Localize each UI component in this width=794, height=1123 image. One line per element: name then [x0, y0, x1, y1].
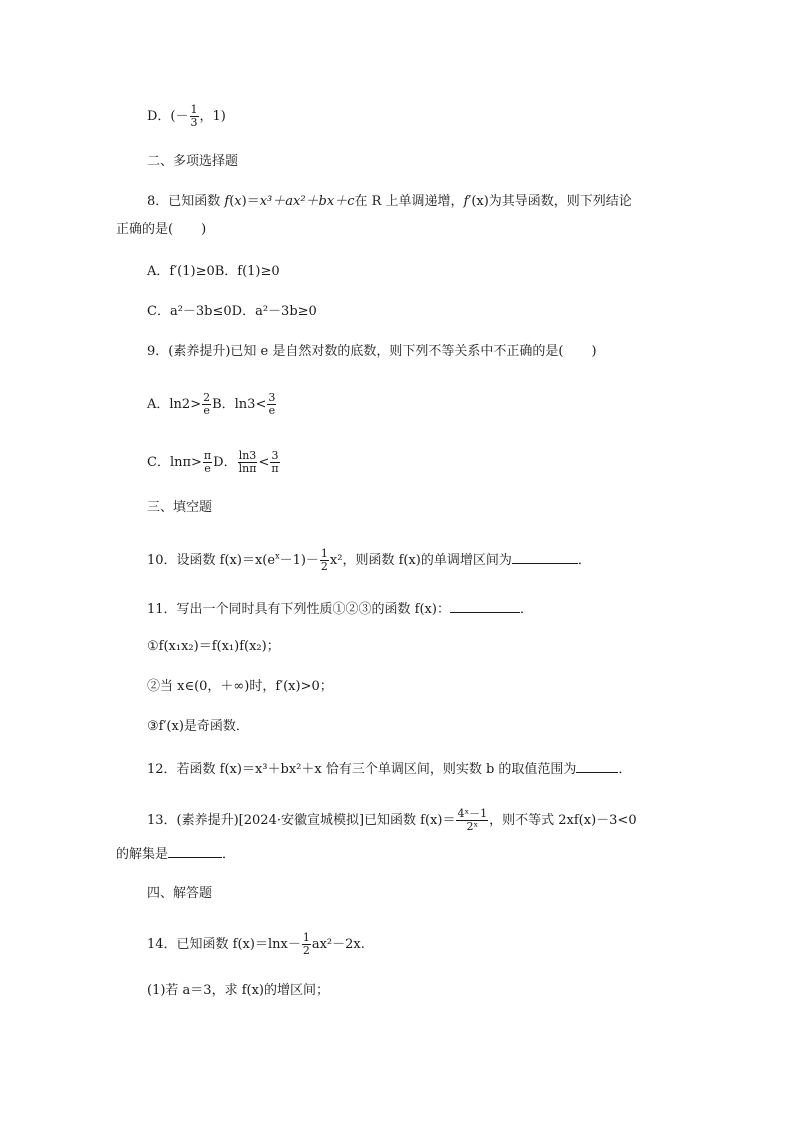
question-8-line-2: 正确的是( ) [116, 222, 207, 237]
answer-blank[interactable] [450, 598, 520, 613]
question-10: 10．设函数 $f(x)=x(e^x-1)-$ $\frac{1}{2}$ x²，则函数 f(x)的单调增区间为 ． [147, 547, 591, 573]
fraction-4x-minus-1-over-2x: $\frac{\text{4ˣ－1}}{\text{2ˣ}}$ [457, 807, 488, 833]
fraction-2-over-e: $\frac{2}{e}$ [203, 391, 211, 417]
fraction-3-over-e: $\frac{3}{e}$ [268, 391, 276, 417]
section-heading-fill-in: 三、填空题 [147, 500, 213, 515]
question-14: 14．已知函数 f(x)＝lnx－ $\frac{1}{2}$ ax²－2x. [147, 931, 365, 957]
question-13-line-2: 的解集是 ． [116, 843, 235, 865]
answer-blank[interactable] [512, 549, 578, 564]
question-11: 11．写出一个同时具有下列性质①②③的函数 f(x)： ． [147, 598, 533, 620]
question-9-options-cd: C．lnπ> $\frac{\pi}{e}$ D． $\frac{\ln 3}{\ln\pi}$ < $\frac{3}{\pi}$ [147, 449, 279, 475]
question-12: 12．若函数 f(x)＝x³＋bx²＋x 恰有三个单调区间，则实数 b 的取值范围为 ． [147, 758, 631, 780]
question-14-part-1: (1)若 a＝3，求 f(x)的增区间； [147, 983, 329, 998]
fraction-one-half: $\frac{1}{2}$ [302, 931, 310, 957]
answer-blank[interactable] [168, 843, 222, 858]
fraction-pi-over-e: $\frac{\pi}{e}$ [203, 449, 212, 475]
fraction-ln3-over-lnpi: $\frac{\ln 3}{\ln\pi}$ [238, 449, 257, 475]
question-8-options-cd: C．a²－3b≤0D．a²－3b≥0 [147, 304, 317, 319]
fraction-one-third: $\frac{1}{3}$ [190, 103, 198, 129]
section-heading-solutions: 四、解答题 [147, 886, 213, 901]
fraction-one-half: $\frac{1}{2}$ [320, 547, 328, 573]
question-11-property-2: ②当 x∈(0，＋∞)时，f′(x)>0； [147, 679, 333, 694]
option-7d-label: D．(－ [147, 109, 189, 124]
question-13: 13．(素养提升)[2024·安徽宣城模拟]已知函数 f(x)＝ $\frac{\text{4ˣ－1}}{\text{2ˣ}}$ ，则不等式 2xf(x)－3<0 [147, 807, 637, 833]
answer-blank[interactable] [576, 758, 618, 773]
question-11-property-3: ③f′(x)是奇函数． [147, 719, 249, 734]
question-9-options-ab: A．ln2> $\frac{2}{e}$ B．ln3< $\frac{3}{e}$ [147, 391, 276, 417]
section-heading-multiple-choice: 二、多项选择题 [147, 154, 239, 169]
question-11-property-1: ①f(x₁x₂)＝f(x₁)f(x₂)； [147, 639, 280, 654]
fraction-3-over-pi: $\frac{3}{\pi}$ [271, 449, 279, 475]
option-7d: D．(－ $\frac{1}{3}$ ，1) [147, 103, 226, 129]
question-8-options-ab: A．f′(1)≥0B．f(1)≥0 [147, 264, 280, 279]
question-8: 8．已知函数 f(x)＝x³＋ax²＋bx＋c在 R 上单调递增，f′(x)为其导函数，则下列结论 [147, 194, 632, 209]
question-9: 9．(素养提升)已知 e 是自然对数的底数，则下列不等关系中不正确的是( ) [147, 344, 597, 359]
